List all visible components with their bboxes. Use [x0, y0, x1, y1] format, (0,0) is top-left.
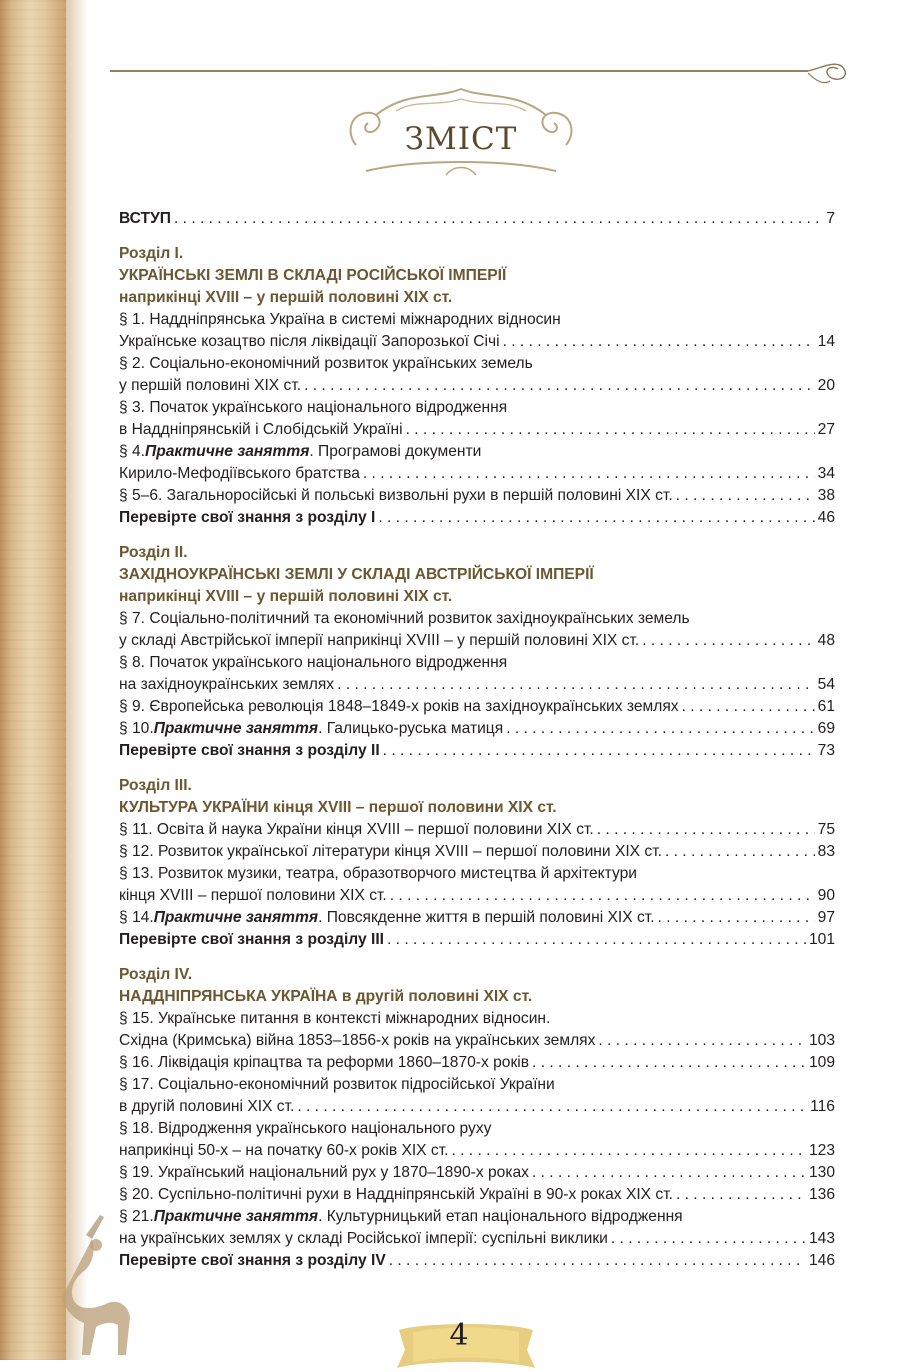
toc-entry-title: в другій половині XIX ст.	[119, 1098, 295, 1115]
toc-review-title: Перевірте свої знання з розділу II	[119, 742, 380, 759]
section-heading: ЗАХІДНОУКРАЇНСЬКІ ЗЕМЛІ У СКЛАДІ АВСТРІЙСЬКОЇ ІМПЕРІЇ	[119, 566, 594, 583]
dot-leader	[363, 463, 815, 485]
toc-page-number: 61	[817, 698, 835, 715]
toc-entry-title: наприкінці 50-х – на початку 60-х років XIX ст.	[119, 1142, 449, 1159]
dot-leader	[451, 1140, 806, 1162]
toc-page-number: 7	[826, 210, 835, 227]
toc-entry-title: § 3. Початок українського національного відродження	[119, 399, 508, 416]
toc-entry-line[interactable]	[119, 652, 835, 674]
section-heading: Розділ IV.	[119, 966, 193, 983]
toc-entry[interactable]	[119, 1162, 835, 1184]
toc-page-number: 116	[810, 1098, 835, 1115]
toc-entry-line[interactable]	[119, 1206, 835, 1228]
toc-entry[interactable]	[119, 1228, 835, 1250]
toc-entry-title: на українських землях у складі Російської імперії: суспільні виклики	[119, 1230, 608, 1247]
section-heading: УКРАЇНСЬКІ ЗЕМЛІ В СКЛАДІ РОСІЙСЬКОЇ ІМПЕРІЇ	[119, 267, 507, 284]
spine-shadow	[66, 0, 88, 1360]
toc-page-number: 54	[817, 676, 835, 693]
toc-review-title: Перевірте свої знання з розділу III	[119, 931, 384, 948]
toc-page-number: 109	[808, 1054, 835, 1071]
toc-entry[interactable]	[119, 674, 835, 696]
toc-entry-suffix: . Культурницький етап національного відродження	[318, 1208, 683, 1225]
toc-entry-title: Східна (Кримська) війна 1853–1856-х років на українських землях	[119, 1032, 596, 1049]
section-heading: Розділ III.	[119, 777, 192, 794]
toc-entry-prefix: § 4.	[119, 443, 146, 460]
toc-entry-review[interactable]	[119, 1250, 835, 1272]
toc-page-number: 38	[817, 487, 835, 504]
toc-entry[interactable]	[119, 630, 835, 652]
toc-page-number: 90	[817, 887, 835, 904]
toc-page-number: 46	[817, 509, 835, 526]
toc-page-number: 73	[817, 742, 835, 759]
toc-entry-line[interactable]	[119, 353, 835, 375]
toc-entry-line[interactable]	[119, 397, 835, 419]
toc-entry-line[interactable]	[119, 1074, 835, 1096]
toc-entry-title: § 7. Соціально-політичний та економічний розвиток західноукраїнських земель	[119, 610, 690, 627]
dot-leader	[174, 208, 823, 230]
toc-page-number: 34	[817, 465, 835, 482]
toc-entry-review[interactable]	[119, 740, 835, 762]
dot-leader	[676, 485, 815, 507]
toc-entry[interactable]	[119, 419, 835, 441]
dot-leader	[597, 819, 815, 841]
toc-entry-title: § 15. Українське питання в контексті міжнародних відносин.	[119, 1010, 551, 1027]
toc-entry[interactable]	[119, 331, 835, 353]
toc-page-number: 14	[817, 333, 835, 350]
dot-leader	[390, 885, 815, 907]
toc-page-number: 101	[808, 931, 835, 948]
toc-entry-intro[interactable]	[119, 208, 835, 230]
toc-entry-suffix: . Галицько-руська матиця	[318, 720, 504, 737]
dot-leader	[389, 1250, 806, 1272]
toc-page-number: 146	[808, 1252, 835, 1269]
toc-page-number: 143	[808, 1230, 835, 1247]
toc-entry-line[interactable]	[119, 441, 835, 463]
toc-entry-title: на західноукраїнських землях	[119, 676, 335, 693]
dot-leader	[598, 1030, 806, 1052]
dot-leader	[676, 1184, 806, 1206]
toc-entry-title: Кирило-Мефодіївського братства	[119, 465, 360, 482]
toc-section	[119, 775, 835, 951]
toc-entry-prefix: § 21.	[119, 1208, 154, 1225]
toc-entry[interactable]	[119, 841, 835, 863]
toc-entry-title: § 2. Соціально-економічний розвиток українських земель	[119, 355, 533, 372]
toc-entry-title: § 20. Суспільно-політичні рухи в Наддніпрянській Україні в 90-х роках XIX ст.	[119, 1186, 673, 1203]
toc-entry[interactable]	[119, 718, 835, 740]
toc-entry-title: Українське козацтво після ліквідації Запорозької Січі	[119, 333, 500, 350]
dot-leader	[682, 696, 815, 718]
toc-entry-title: у складі Австрійської імперії наприкінці XVIII – у першій половині XIX ст.	[119, 632, 640, 649]
toc-page-number: 123	[808, 1142, 835, 1159]
toc-page-number: 69	[817, 720, 835, 737]
toc-entry[interactable]	[119, 1030, 835, 1052]
toc-page-number: 48	[817, 632, 835, 649]
dot-leader	[503, 331, 815, 353]
section-heading: КУЛЬТУРА УКРАЇНИ кінця XVIII – першої половини XIX ст.	[119, 799, 557, 816]
dot-leader	[383, 740, 815, 762]
dot-leader	[406, 419, 815, 441]
section-heading: Розділ II.	[119, 544, 188, 561]
toc-page-number: 20	[817, 377, 835, 394]
toc-entry-emphasis: Практичне заняття	[153, 720, 319, 737]
dot-leader	[378, 507, 814, 529]
toc-entry[interactable]	[119, 907, 835, 929]
dot-leader	[658, 907, 815, 929]
toc-page-number: 130	[808, 1164, 835, 1181]
toc-entry-title: § 13. Розвиток музики, театра, образотворчого мистецтва й архітектури	[119, 865, 638, 882]
title-ornament	[336, 85, 586, 181]
toc-entry-line[interactable]	[119, 608, 835, 630]
book-spine-decoration	[0, 0, 66, 1360]
toc-page-number: 136	[808, 1186, 835, 1203]
toc-entry-suffix: . Повсякденне життя в першій половині XIX ст.	[318, 909, 655, 926]
toc-page-number: 27	[817, 421, 835, 438]
toc-entry-emphasis: Практичне заняття	[153, 1208, 319, 1225]
toc-page-number: 103	[808, 1032, 835, 1049]
section-heading: Розділ I.	[119, 245, 184, 262]
toc-entry-line[interactable]	[119, 309, 835, 331]
toc-entry-title: § 12. Розвиток української літератури кінця XVIII – першої половини XIX ст.	[119, 843, 662, 860]
toc-review-title: Перевірте свої знання з розділу IV	[119, 1252, 386, 1269]
toc-section	[119, 542, 835, 762]
toc-entry[interactable]	[119, 375, 835, 397]
dot-leader	[665, 841, 815, 863]
toc-review-title: Перевірте свої знання з розділу I	[119, 509, 376, 526]
toc-entry-title: § 1. Наддніпрянська Україна в системі міжнародних відносин	[119, 311, 561, 328]
toc-entry[interactable]	[119, 819, 835, 841]
toc-entry-title: § 19. Український національний рух у 1870–1890-х роках	[119, 1164, 529, 1181]
toc-section	[119, 964, 835, 1272]
toc-entry-review[interactable]	[119, 507, 835, 529]
toc-page-number: 97	[817, 909, 835, 926]
toc-entry[interactable]	[119, 1184, 835, 1206]
dot-leader	[297, 1096, 807, 1118]
dot-leader	[506, 718, 814, 740]
toc-entry-emphasis: Практичне заняття	[145, 443, 310, 460]
toc-entry-emphasis: Практичне заняття	[153, 909, 319, 926]
toc-entry[interactable]	[119, 1096, 835, 1118]
toc-entry[interactable]	[119, 463, 835, 485]
toc-entry-line[interactable]	[119, 863, 835, 885]
toc-entry-title: § 18. Відродження українського національного руху	[119, 1120, 492, 1137]
toc-entry[interactable]	[119, 696, 835, 718]
dot-leader	[611, 1228, 806, 1250]
toc-entry-title: ВСТУП	[119, 210, 171, 227]
dot-leader	[642, 630, 814, 652]
toc-entry-line[interactable]	[119, 1118, 835, 1140]
dot-leader	[532, 1052, 806, 1074]
dot-leader	[304, 375, 815, 397]
toc-entry[interactable]	[119, 1140, 835, 1162]
table-of-contents	[119, 208, 835, 1272]
toc-entry-prefix: § 10.	[119, 720, 154, 737]
toc-entry-title: § 17. Соціально-економічний розвиток підросійської України	[119, 1076, 555, 1093]
toc-entry[interactable]	[119, 1052, 835, 1074]
toc-page-number: 83	[817, 843, 835, 860]
toc-entry-title: § 5–6. Загальноросійські й польські визвольні рухи в першій половині XIX ст.	[119, 487, 673, 504]
section-heading: наприкінці XVIII – у першій половині XIX ст.	[119, 289, 453, 306]
toc-page-number: 75	[817, 821, 835, 838]
toc-entry[interactable]	[119, 485, 835, 507]
page-number: 4	[449, 1318, 469, 1353]
toc-entry-title: § 9. Європейська революція 1848–1849-х років на західноукраїнських землях	[119, 698, 679, 715]
toc-entry[interactable]	[119, 885, 835, 907]
toc-entry-title: кінця XVIII – першої половини XIX ст.	[119, 887, 387, 904]
toc-entry-title: § 16. Ліквідація кріпацтва та реформи 1860–1870-х років	[119, 1054, 530, 1071]
toc-entry-title: § 11. Освіта й наука України кінця XVIII – першої половини XIX ст.	[119, 821, 594, 838]
toc-entry-prefix: § 14.	[119, 909, 154, 926]
toc-section	[119, 243, 835, 529]
dot-leader	[337, 674, 815, 696]
toc-entry-suffix: . Програмові документи	[309, 443, 482, 460]
section-heading: наприкінці XVIII – у першій половині XIX ст.	[119, 588, 453, 605]
toc-entry-title: в Наддніпрянській і Слобідській Україні	[119, 421, 403, 438]
toc-entry-title: § 8. Початок українського національного відродження	[119, 654, 508, 671]
dot-leader	[532, 1162, 806, 1184]
toc-entry-title: у першій половині XIX ст.	[119, 377, 302, 394]
dot-leader	[387, 929, 806, 951]
page-title: ЗМІСТ	[404, 121, 518, 157]
section-heading: НАДДНІПРЯНСЬКА УКРАЇНА в другій половині XIX ст.	[119, 988, 533, 1005]
toc-entry-line[interactable]	[119, 1008, 835, 1030]
toc-entry-review[interactable]	[119, 929, 835, 951]
